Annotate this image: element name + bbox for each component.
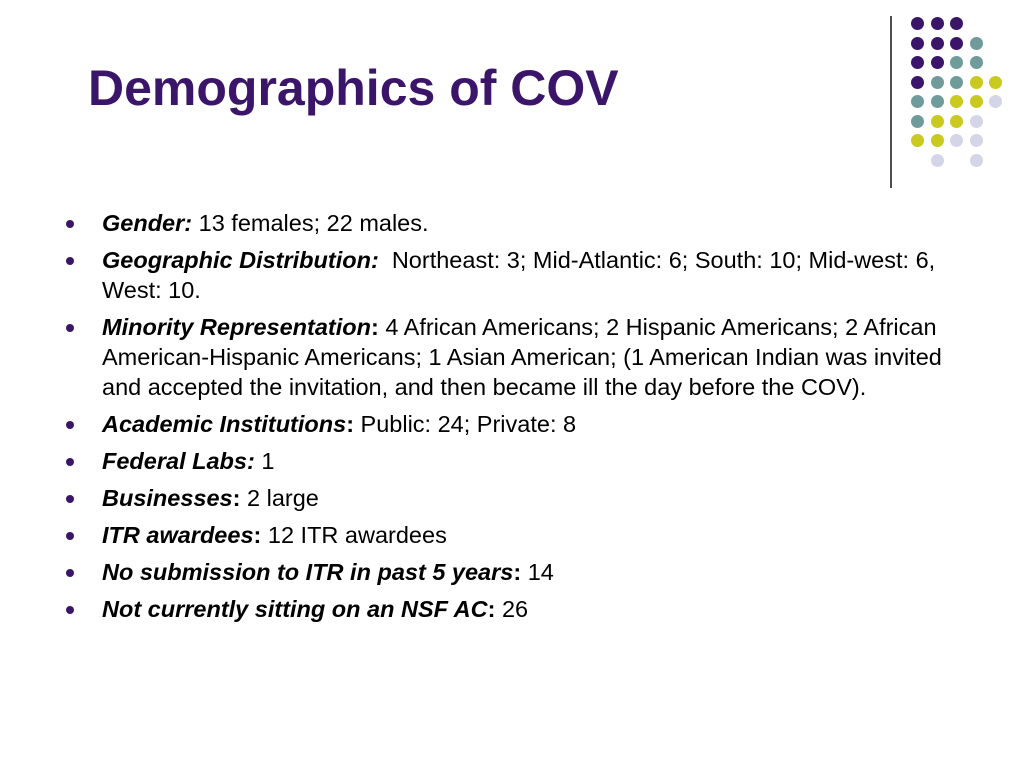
- bullet-marker-icon: [66, 495, 74, 503]
- decorative-dot-teal: [931, 76, 944, 89]
- bullet-label: Academic Institutions: [102, 411, 347, 437]
- decorative-dot-lime: [970, 76, 983, 89]
- decorative-dot-teal: [911, 115, 924, 128]
- decorative-dot-lime: [970, 95, 983, 108]
- bullet-item-no-submission: [66, 557, 966, 587]
- decorative-dot-lavender: [970, 115, 983, 128]
- bullet-marker-icon: [66, 458, 74, 466]
- decorative-dot-purple: [911, 56, 924, 69]
- bullet-item-geographic-distribution: [66, 245, 966, 305]
- bullet-marker-icon: [66, 257, 74, 265]
- bullet-label-colon: :: [232, 485, 241, 511]
- bullet-list: [66, 208, 966, 631]
- bullet-marker-icon: [66, 220, 74, 228]
- decorative-dot-teal: [970, 56, 983, 69]
- decorative-dot-teal: [950, 56, 963, 69]
- bullet-item-not-on-nsf-ac: [66, 594, 966, 624]
- decorative-dot-purple: [931, 56, 944, 69]
- decorative-dot-teal: [970, 37, 983, 50]
- bullet-text: 26: [495, 596, 529, 622]
- decorative-dot-lavender: [931, 154, 944, 167]
- bullet-label-colon: :: [513, 559, 522, 585]
- bullet-item-academic-institutions: [66, 409, 966, 439]
- bullet-text: 2 large: [240, 485, 319, 511]
- bullet-label-colon: :: [253, 522, 262, 548]
- bullet-marker-icon: [66, 569, 74, 577]
- decorative-dot-teal: [911, 95, 924, 108]
- bullet-label: No submission to ITR in past 5 years: [102, 559, 514, 585]
- decorative-dot-lime: [950, 115, 963, 128]
- bullet-text: 13 females; 22 males.: [192, 210, 429, 236]
- bullet-text: 4 African Americans; 2 Hispanic Americans; 2 African American-Hispanic Americans; 1 Asian American; (1 American Indian was invited and accepted the invitation, and then became ill the day before the COV).: [102, 314, 942, 400]
- bullet-text: 12 ITR awardees: [261, 522, 447, 548]
- bullet-marker-icon: [66, 421, 74, 429]
- bullet-item-gender: [66, 208, 966, 238]
- decorative-dot-purple: [911, 76, 924, 89]
- bullet-marker-icon: [66, 606, 74, 614]
- decorative-dot-lime: [931, 115, 944, 128]
- bullet-label: Minority Representation: [102, 314, 371, 340]
- bullet-label: Gender:: [102, 210, 193, 236]
- decorative-dot-lime: [931, 134, 944, 147]
- decorative-dot-teal: [931, 95, 944, 108]
- bullet-label: ITR awardees: [102, 522, 254, 548]
- decorative-dot-lavender: [950, 134, 963, 147]
- bullet-label-colon: :: [346, 411, 355, 437]
- decorative-dot-teal: [950, 76, 963, 89]
- bullet-item-businesses: [66, 483, 966, 513]
- title-divider: [890, 16, 892, 188]
- bullet-item-minority-representation: [66, 312, 966, 402]
- bullet-label-colon: :: [370, 314, 379, 340]
- decorative-dot-lime: [950, 95, 963, 108]
- bullet-text: 14: [521, 559, 554, 585]
- bullet-label: Federal Labs:: [102, 448, 255, 474]
- decorative-dot-purple: [911, 17, 924, 30]
- bullet-label-colon: :: [487, 596, 496, 622]
- bullet-text: 1: [254, 448, 275, 474]
- decorative-dot-lavender: [970, 134, 983, 147]
- decorative-dot-lavender: [970, 154, 983, 167]
- decorative-dot-purple: [950, 37, 963, 50]
- bullet-item-itr-awardees: [66, 520, 966, 550]
- decorative-dot-purple: [931, 37, 944, 50]
- bullet-label: Not currently sitting on an NSF AC: [102, 596, 488, 622]
- bullet-marker-icon: [66, 532, 74, 540]
- bullet-text: Northeast: 3; Mid-Atlantic: 6; South: 10; Mid-west: 6, West: 10.: [102, 247, 942, 303]
- bullet-item-federal-labs: [66, 446, 966, 476]
- bullet-label: Businesses: [102, 485, 233, 511]
- decorative-dot-lavender: [989, 95, 1002, 108]
- bullet-text: Public: 24; Private: 8: [354, 411, 577, 437]
- decorative-dot-purple: [911, 37, 924, 50]
- decorative-dot-lime: [989, 76, 1002, 89]
- decorative-dot-purple: [931, 17, 944, 30]
- slide-title: Demographics of COV: [88, 60, 619, 116]
- bullet-label: Geographic Distribution:: [102, 247, 379, 273]
- bullet-marker-icon: [66, 324, 74, 332]
- decorative-dot-purple: [950, 17, 963, 30]
- decorative-dot-lime: [911, 134, 924, 147]
